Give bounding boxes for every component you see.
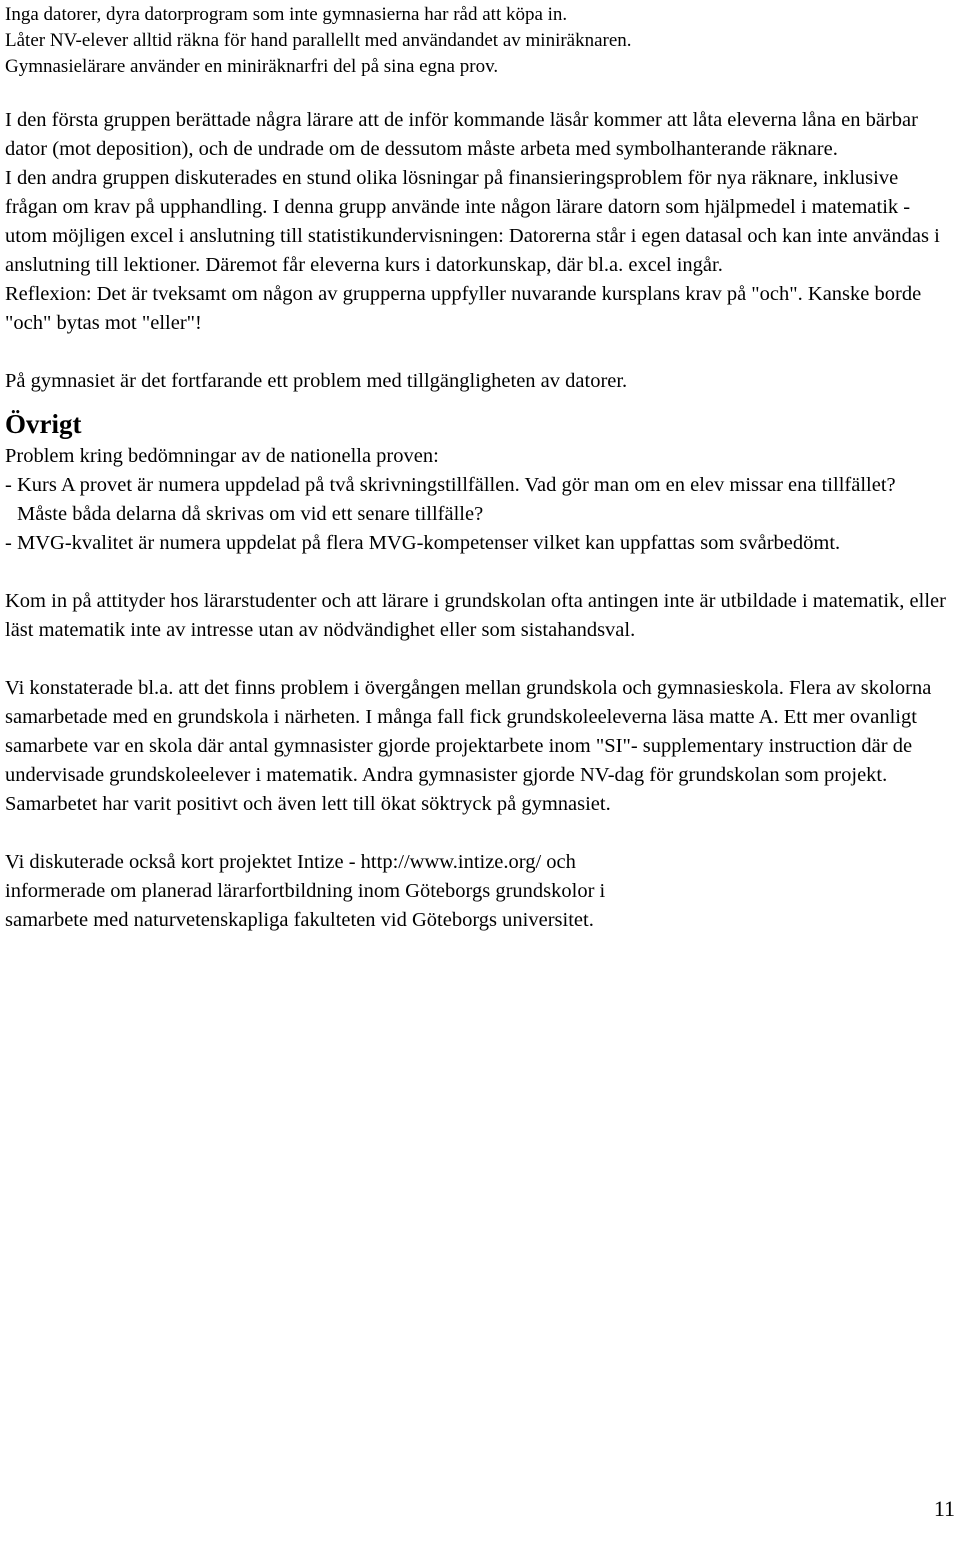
list-item	[5, 529, 950, 558]
konstaterade-paragraph: Vi konstaterade bl.a. att det finns problem i övergången mellan grundskola och gymnasieskola. Flera av skolorna samarbetade med en grundskola i närheten. I många fall fick grundskoleeleverna läsa matte A. Ett mer ovanligt samarbete var en skola där antal gymnasister gjorde projektarbete inom "SI"- supplementary instruction där de undervisade grundskoleelever i matematik. Andra gymnasister gjorde NV-dag för grundskolan som projekt. Samarbetet har varit positivt och även lett till ökat söktryck på gymnasiet.	[5, 677, 932, 815]
group2-start: I den andra gruppen diskuterades en stund olika lösningar på finansieringsproblem för nya räknare, inklusive frågan om krav på upphandling.	[5, 167, 899, 218]
bullet-mark: -	[5, 474, 12, 496]
intize-line: informerade om planerad lärarfortbildning inom Göteborgs grundskolor i	[5, 880, 606, 902]
intro-line: Gymnasielärare använder en miniräknarfri del på sina egna prov.	[5, 56, 499, 77]
intro-line: Låter NV-elever alltid räkna för hand parallellt med användandet av miniräknaren.	[5, 30, 632, 51]
section-heading: Övrigt	[5, 409, 82, 439]
problem-intro: Problem kring bedömningar av de nationella proven:	[5, 445, 439, 467]
document-page	[5, 0, 950, 935]
attityder-paragraph: Kom in på attityder hos lärarstudenter och att lärare i grundskolan ofta antingen inte är utbildade i matematik, eller läst matematik inte av intresse utan av nödvändighet eller som sistahandsval.	[5, 590, 946, 641]
intro-line: Inga datorer, dyra datorprogram som inte gymnasierna har råd att köpa in.	[5, 4, 568, 25]
list-item	[5, 471, 950, 529]
bullet-mark: -	[5, 532, 12, 554]
page-number: 11	[933, 1496, 955, 1521]
group2-rest: I denna grupp använde inte någon lärare datorn som hjälpmedel i matematik - utom möjligen excel i anslutning till statistikundervisningen: Datorerna står i egen datasal och kan inte användas i anslutning till lektioner. Däremot får eleverna kurs i datorkunskap, där bl.a. excel ingår.	[5, 196, 940, 276]
intize-line: Vi diskuterade också kort projektet Intize - http://www.intize.org/ och	[5, 851, 576, 873]
bullet-text: MVG-kvalitet är numera uppdelat på flera MVG-kompetenser vilket kan uppfattas som svårbedömt.	[17, 532, 841, 554]
group1-paragraph: I den första gruppen berättade några lärare att de inför kommande läsår kommer att låta eleverna låna en bärbar dator (mot deposition), och de undrade om de dessutom måste arbeta med symbolhanterande räknare.	[5, 109, 918, 160]
reflexion-paragraph: Reflexion: Det är tveksamt om någon av grupperna uppfyller nuvarande kursplans krav på "och". Kanske borde "och" bytas mot "eller"!	[5, 283, 922, 334]
intize-line: samarbete med naturvetenskapliga fakulteten vid Göteborgs universitet.	[5, 909, 594, 931]
bullet-text: Kurs A provet är numera uppdelad på två skrivningstillfällen. Vad gör man om en elev missar ena tillfället? Måste båda delarna då skrivas om vid ett senare tillfälle?	[17, 474, 896, 525]
gymnasiet-paragraph: På gymnasiet är det fortfarande ett problem med tillgängligheten av datorer.	[5, 370, 628, 392]
intro-block	[5, 0, 950, 80]
group2-paragraph	[5, 164, 950, 280]
